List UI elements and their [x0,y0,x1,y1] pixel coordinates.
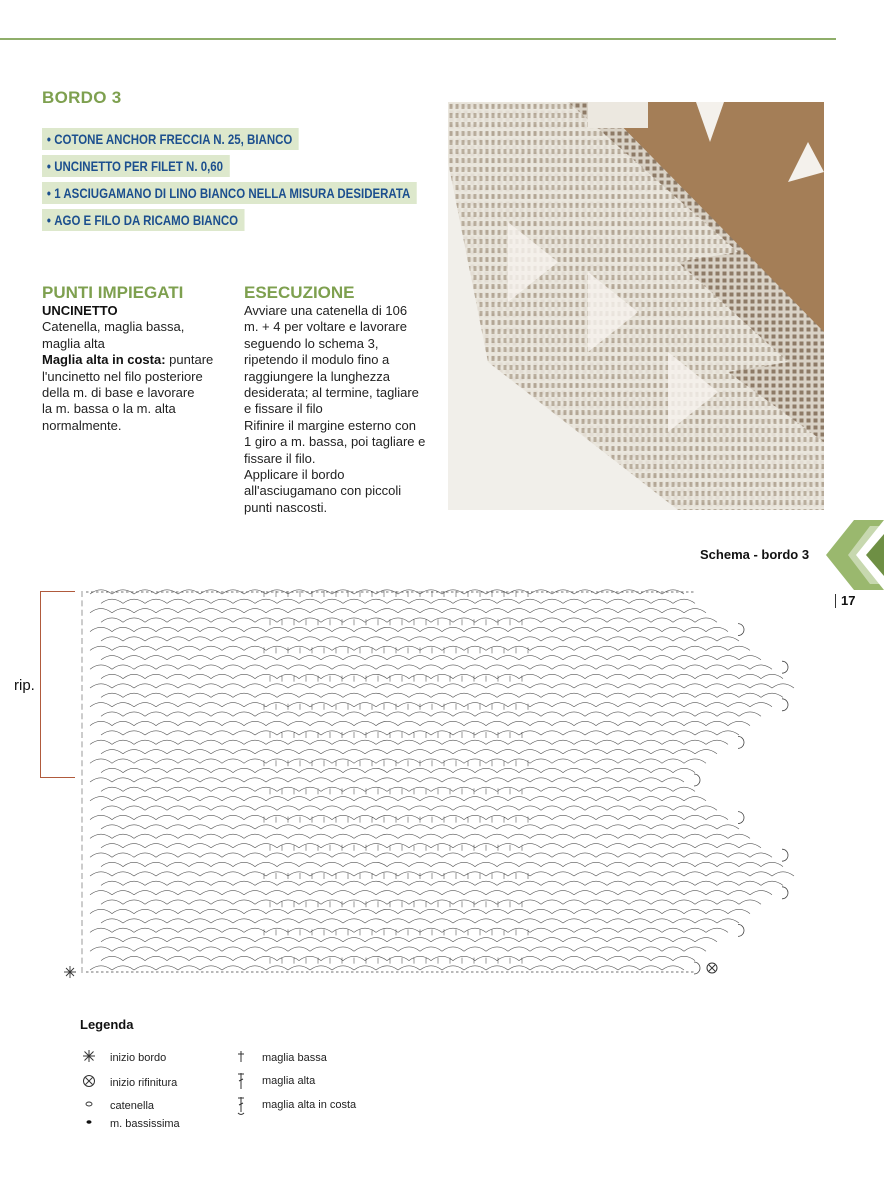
single-crochet-icon [234,1049,256,1067]
material-item: • UNCINETTO PER FILET N. 0,60 [42,155,230,177]
legend-item: maglia alta [234,1072,315,1090]
top-rule [0,38,836,40]
stitch-rows [82,590,794,973]
crochet-schema-diagram [64,586,840,986]
schema-title: Schema - bordo 3 [700,547,810,562]
legend-title: Legenda [80,1017,134,1032]
bullet-icon: • [46,131,51,147]
punti-sub: UNCINETTO [42,303,118,318]
legend-item: inizio bordo [82,1049,166,1067]
legend-item: maglia bassa [234,1049,327,1067]
chevron-tab-icon [826,520,884,590]
double-crochet-icon [234,1072,256,1090]
chain-oval-icon [82,1097,104,1115]
material-item: • AGO E FILO DA RICAMO BIANCO [42,209,245,231]
legend-item: m. bassissima [82,1115,180,1133]
legend-item: catenella [82,1097,154,1115]
finish-start-icon [707,963,717,973]
esecuzione-heading: ESECUZIONE [244,283,355,302]
picot-edge [694,624,788,974]
punti-text: UNCINETTO Catenella, maglia bassa, maglia alta Maglia alta in costa: puntare l'uncinetto nel filo posteriore della m. di base e lavorare la m. bassa o la m. alta normalmente. [42,303,214,433]
legend-item: inizio rifinitura [82,1074,177,1092]
slip-stitch-dot-icon [82,1115,104,1133]
material-item: • COTONE ANCHOR FRECCIA N. 25, BIANCO [42,128,299,150]
materials-list [42,128,499,236]
repeat-label: rip. [14,677,35,694]
start-asterisk-icon [64,966,76,978]
back-loop-dc-icon [234,1096,256,1114]
crochet-lace-photo [448,102,824,510]
bullet-icon: • [46,212,51,228]
material-item: • 1 ASCIUGAMANO DI LINO BIANCO NELLA MISURA DESIDERATA [42,182,417,204]
bullet-icon: • [46,185,51,201]
page-title: BORDO 3 [42,88,122,107]
asterisk-icon [82,1049,104,1067]
page-number: 17 [835,594,855,608]
chain-rows [86,592,694,972]
esecuzione-text: Avviare una catenella di 106 m. + 4 per voltare e lavorare seguendo lo schema 3, ripetendo il modulo fino a raggiungere la lunghezza desiderata; al termine, tagliare e fissare il filo Rifinire il margine esterno con 1 giro a m. bassa, poi tagliare e fissare il filo. Applicare il bordo all'asciugamano con piccoli punti nascosti. [244,303,426,515]
punti-heading: PUNTI IMPIEGATI [42,283,184,302]
bullet-icon: • [46,158,51,174]
bold-term: Maglia alta in costa: [42,352,166,368]
circled-x-icon [82,1074,104,1092]
legend-item: maglia alta in costa [234,1096,356,1114]
